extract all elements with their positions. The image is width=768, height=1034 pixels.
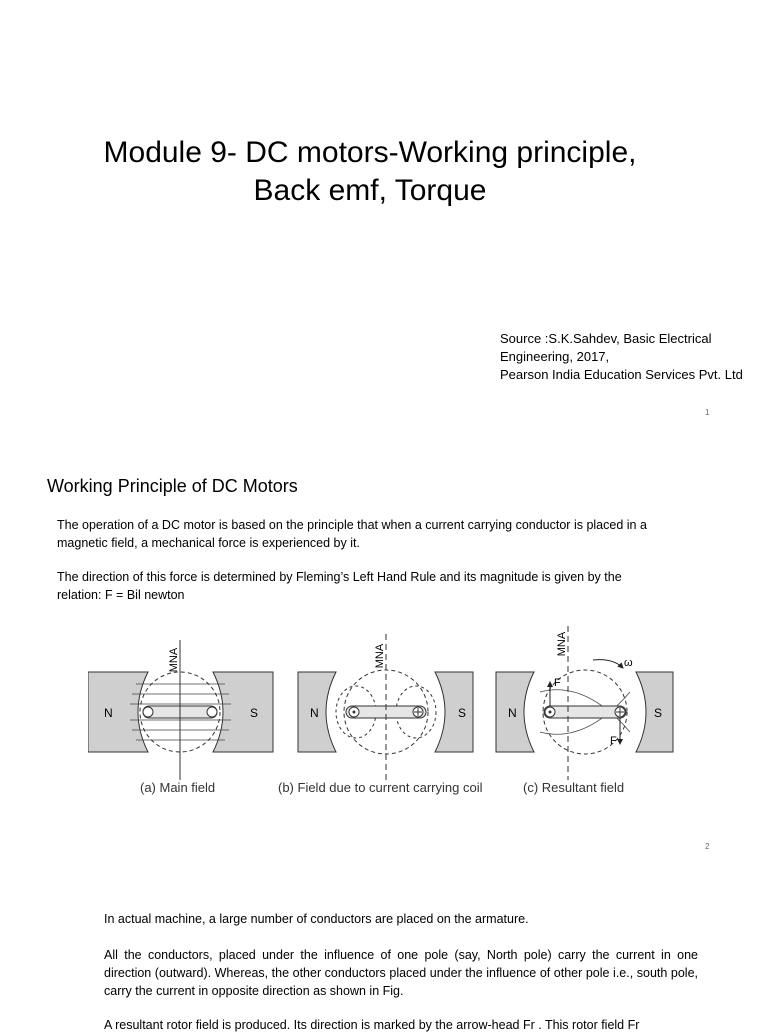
- north-pole-label: N: [508, 706, 517, 720]
- page-number-1: 1: [705, 408, 710, 417]
- omega-label: ω: [624, 657, 633, 669]
- caption-coil-field: (b) Field due to current carrying coil: [278, 780, 483, 795]
- source-citation: [500, 330, 743, 384]
- slide-title: [0, 134, 740, 210]
- source-line-1: Source :S.K.Sahdev, Basic Electrical: [500, 331, 712, 346]
- force-label-bottom: F: [610, 735, 617, 747]
- source-line-3: Pearson India Education Services Pvt. Ltd: [500, 367, 743, 382]
- motor-field-diagram: [88, 620, 678, 802]
- armature-coil: [544, 706, 626, 718]
- north-pole-label: N: [310, 706, 319, 720]
- mna-label: MNA: [168, 647, 180, 673]
- south-pole-label: S: [654, 706, 663, 720]
- south-pole-shape: [435, 672, 473, 752]
- panel-resultant-field: [496, 626, 673, 780]
- paragraph-current-direction: All the conductors, placed under the influence of one pole (say, North pole) carry the current in one direction (outward). Whereas, the other conductors placed under the influence of other pole i.e., south pole, carry the current in opposite direction as shown in Fig.: [104, 948, 698, 998]
- paragraph-flemings-rule: The direction of this force is determined by Fleming’s Left Hand Rule and its magnitude is given by the relation: F = Bil newton: [57, 570, 622, 602]
- section-heading: Working Principle of DC Motors: [47, 476, 298, 496]
- title-line-2: Back emf, Torque: [253, 174, 487, 207]
- title-line-1: Module 9- DC motors-Working principle,: [103, 136, 637, 169]
- rotation-arrow: [593, 660, 623, 668]
- south-pole-label: S: [250, 706, 259, 720]
- paragraph-rotor-field: A resultant rotor field is produced. Its direction is marked by the arrow-head Fr . This rotor field Fr: [104, 1018, 640, 1032]
- mna-label: MNA: [374, 643, 386, 669]
- panel-main-field: [88, 640, 273, 780]
- motor-field-figure: [88, 620, 678, 802]
- panel-coil-field: [298, 634, 473, 780]
- mna-label: MNA: [556, 631, 568, 657]
- source-line-2: Engineering, 2017,: [500, 349, 610, 364]
- paragraph-principle: The operation of a DC motor is based on the principle that when a current carrying conductor is placed in a magnetic field, a mechanical force is experienced by it.: [57, 518, 647, 550]
- south-pole-label: S: [458, 706, 467, 720]
- caption-main-field: (a) Main field: [140, 780, 216, 795]
- page-number-2: 2: [705, 842, 710, 851]
- force-label-top: F: [554, 677, 561, 689]
- caption-resultant-field: (c) Resultant field: [523, 780, 625, 795]
- paragraph-conductors: In actual machine, a large number of conductors are placed on the armature.: [104, 912, 529, 926]
- north-pole-label: N: [104, 706, 113, 720]
